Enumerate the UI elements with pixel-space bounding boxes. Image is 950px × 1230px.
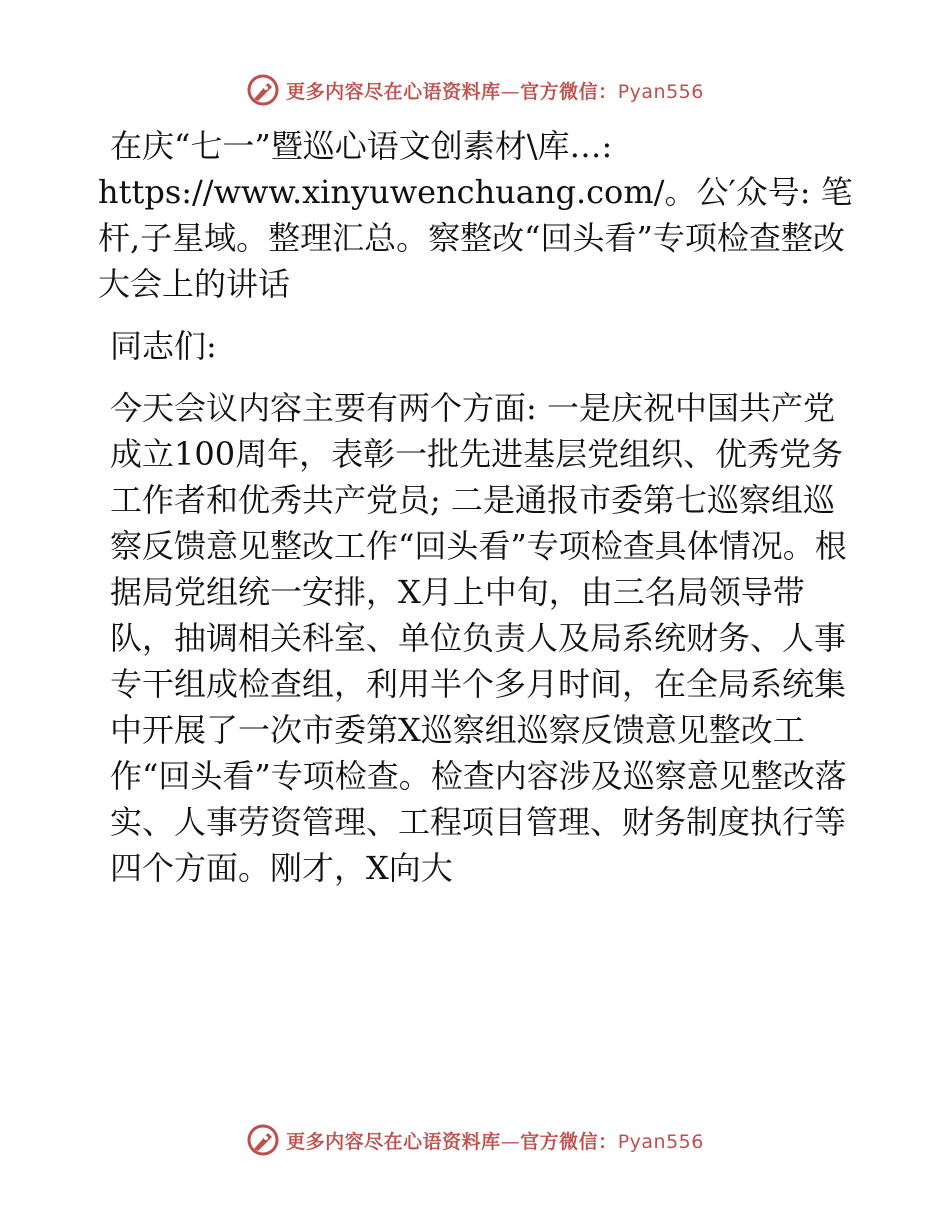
watermark-wechat-id: Pyan556: [617, 1130, 704, 1153]
watermark-wechat-label: 官方微信：: [520, 80, 618, 103]
watermark-library-text: 更多内容尽在心语资料库: [286, 80, 501, 103]
watermark-wechat-label: 官方微信：: [520, 1130, 618, 1153]
body-paragraph: 今天会议内容主要有两个方面: 一是庆祝中国共产党成立100周年，表彰一批先进基层党组织、优秀党务工作者和优秀共产党员; 二是通报市委第七巡察组巡察反馈意见整改工作“回头看”专项检查具体情况。根据局党组统一安排，X月上中旬，由三名局领导带队，抽调相关科室、单位负责人及局系统财务、人事专干组成检查组，利用半个多月时间，在全局系统集中开展了一次市委第X巡察组巡察反馈意见整改工作“回头看”专项检查。检查内容涉及巡察意见整改落实、人事劳资管理、工程项目管理、财务制度执行等四个方面。刚才，X向大: [110, 389, 847, 887]
title-line-1: 在庆“七一”暨巡心语文创素材\库…:: [110, 127, 613, 165]
footer-watermark: [0, 1120, 950, 1160]
pen-nib-logo-icon: [246, 73, 280, 107]
footer-watermark-text: [286, 1127, 704, 1154]
pen-nib-logo-icon: [246, 1123, 280, 1157]
watermark-wechat-id: Pyan556: [617, 80, 704, 103]
document-body: [98, 123, 858, 907]
title-rest: https://www.xinyuwenchuang.com/。公′众号: 笔杆,子星域。整理汇总。察整改“回头看”专项检查整改大会上的讲话: [98, 173, 853, 303]
watermark-library-text: 更多内容尽在心语资料库: [286, 1130, 501, 1153]
watermark-dash: —: [500, 1130, 521, 1153]
watermark-dash: —: [500, 80, 521, 103]
header-watermark: [0, 70, 950, 110]
document-title: [98, 123, 858, 307]
greeting: 同志们:: [110, 327, 217, 365]
header-watermark-text: [286, 77, 704, 104]
